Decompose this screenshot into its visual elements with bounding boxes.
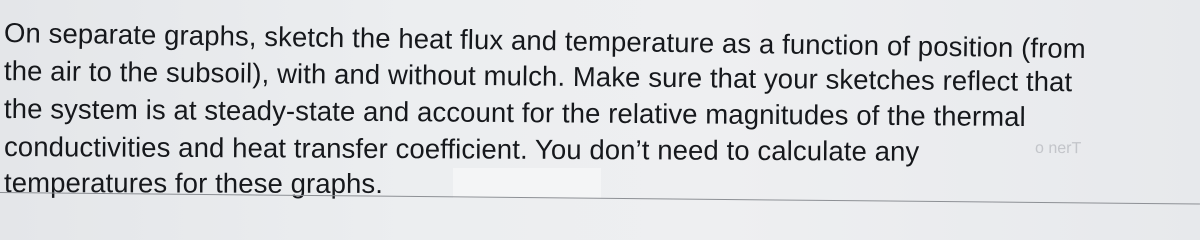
question-line-3: the system is at steady-state and account for the relative magnitudes of the thermal: [3, 93, 1026, 133]
question-line-2: the air to the subsoil), with and without mulch. Make sure that your sketches reflect that: [3, 55, 1073, 98]
question-line-5: temperatures for these graphs.: [3, 167, 384, 199]
question-line-4: conductivities and heat transfer coefficient. You don’t need to calculate any: [3, 131, 920, 167]
bleed-through-text: o nerT: [1034, 139, 1082, 158]
redaction-box: [453, 168, 601, 198]
question-line-1: On separate graphs, sketch the heat flux and temperature as a function of position (from: [3, 17, 1087, 65]
